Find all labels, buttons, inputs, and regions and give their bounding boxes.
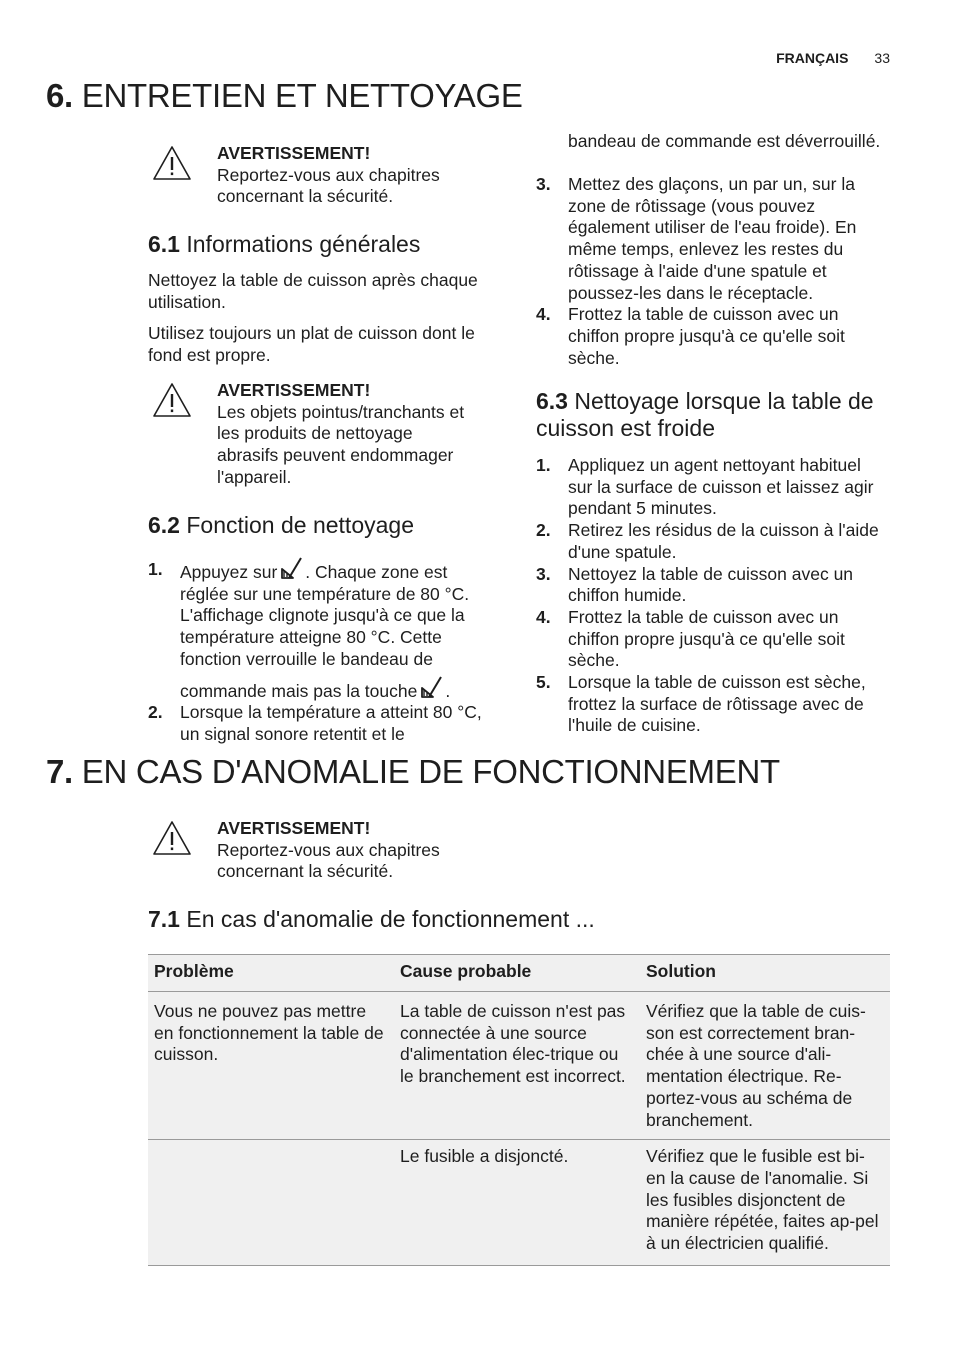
troubleshooting-table bbox=[148, 954, 890, 1266]
list-number: 4. bbox=[536, 304, 551, 325]
list-item bbox=[148, 556, 498, 702]
list-number: 3. bbox=[536, 174, 551, 194]
table-cell: La table de cuisson n'est pas connectée à une source d'alimentation élec-trique ou le branchement est incorrect. bbox=[394, 992, 640, 1140]
paragraph-clean-after-use: Nettoyez la table de cuisson après chaque utilisation. bbox=[148, 270, 478, 312]
section-7-number: 7. bbox=[46, 753, 73, 790]
table-cell bbox=[148, 1140, 394, 1266]
list-item bbox=[148, 702, 498, 745]
table-cell: Vous ne pouvez pas mettre en fonctionnement la table de cuisson. bbox=[148, 992, 394, 1140]
warning-title: AVERTISSEMENT! bbox=[217, 818, 371, 838]
warning-box-2 bbox=[148, 380, 488, 490]
table-row bbox=[148, 1140, 890, 1266]
warning-triangle-icon bbox=[152, 382, 192, 418]
subsection-6-3-title bbox=[536, 388, 888, 442]
step-text: commande mais pas la touche bbox=[180, 680, 418, 701]
scraper-symbol-icon bbox=[419, 675, 443, 701]
table-header-row bbox=[148, 955, 890, 992]
column-header-problem: Problème bbox=[148, 955, 394, 992]
step-text: . bbox=[445, 680, 451, 701]
page-header bbox=[776, 50, 890, 66]
section-6-title bbox=[46, 77, 523, 115]
warning-text-1 bbox=[217, 143, 507, 208]
list-number: 3. bbox=[536, 563, 551, 584]
list-item bbox=[536, 607, 890, 672]
paragraph-clean-pan: Utilisez toujours un plat de cuisson dont le fond est propre. bbox=[148, 323, 475, 365]
subsection-7-1-title-text: En cas d'anomalie de fonctionnement ... bbox=[186, 906, 595, 932]
subsection-7-1-number: 7.1 bbox=[148, 906, 180, 932]
subsection-6-2-title bbox=[148, 512, 508, 539]
cleaning-function-steps bbox=[148, 556, 498, 746]
section-6-title-text: ENTRETIEN ET NETTOYAGE bbox=[81, 77, 523, 114]
list-number: 2. bbox=[536, 520, 551, 541]
step-text: Appuyez sur bbox=[180, 562, 278, 582]
table-cell: Vérifiez que le fusible est bi-en la cause de l'anomalie. Si les fusibles disjonctent de manière répétée, faites ap-pel à un électricien qualifié. bbox=[640, 1140, 890, 1266]
section-6-number: 6. bbox=[46, 77, 73, 114]
list-item bbox=[536, 174, 888, 304]
scraper-symbol-icon bbox=[279, 556, 303, 582]
subsection-6-1-number: 6.1 bbox=[148, 231, 180, 257]
step-text: Frottez la table de cuisson avec un chiffon propre jusqu'à ce qu'elle soit sèche. bbox=[568, 304, 845, 368]
warning-body: Les objets pointus/tranchants et les produits de nettoyage abrasifs peuvent endommager l'appareil. bbox=[217, 401, 465, 487]
subsection-6-3-title-text: Nettoyage lorsque la table de cuisson est froide bbox=[536, 388, 874, 441]
step-text: Lorsque la température a atteint 80 °C, un signal sonore retentit et le bbox=[180, 702, 482, 744]
table-row bbox=[148, 992, 890, 1140]
subsection-6-1-title bbox=[148, 231, 508, 258]
table-cell: Vérifiez que la table de cuis-son est correctement bran-chée à une source d'ali-mentation électrique. Re-portez-vous au schéma de branchement. bbox=[640, 992, 890, 1140]
subsection-6-3-number: 6.3 bbox=[536, 388, 568, 414]
warning-triangle-icon bbox=[152, 145, 192, 181]
section-7-title bbox=[46, 753, 780, 791]
list-item bbox=[536, 672, 890, 737]
page-number: 33 bbox=[874, 50, 890, 66]
warning-title: AVERTISSEMENT! bbox=[217, 143, 371, 163]
language-label: FRANÇAIS bbox=[776, 50, 849, 66]
list-item bbox=[536, 564, 890, 607]
step-text: Nettoyez la table de cuisson avec un chiffon humide. bbox=[568, 563, 854, 606]
cleaning-function-steps-continued bbox=[536, 174, 888, 369]
column-header-solution: Solution bbox=[640, 955, 890, 992]
list-item bbox=[536, 520, 890, 563]
warning-body: Reportez-vous aux chapitres concernant la sécurité. bbox=[217, 839, 440, 882]
warning-text-2 bbox=[217, 380, 472, 489]
step-text: . Chaque zone est réglée sur une température de 80 °C. L'affichage clignote jusqu'à ce que la température atteigne 80 °C. Cette fonction verrouille le bandeau de bbox=[180, 562, 470, 669]
table-cell: Le fusible a disjoncté. bbox=[394, 1140, 640, 1266]
subsection-6-2-number: 6.2 bbox=[148, 512, 180, 538]
subsection-7-1-title bbox=[148, 906, 848, 933]
step-text: Appliquez un agent nettoyant habituel sur la surface de cuisson et laissez agir pendant 5 minutes. bbox=[568, 455, 874, 519]
step-text: Retirez les résidus de la cuisson à l'aide d'une spatule. bbox=[568, 520, 879, 562]
warning-box-1 bbox=[148, 143, 488, 209]
warning-text-3 bbox=[217, 818, 507, 883]
step-2-continuation: bandeau de commande est déverrouillé. bbox=[568, 131, 881, 151]
step-text: Lorsque la table de cuisson est sèche, frottez la surface de rôtissage avec de l'huile de cuisine. bbox=[568, 672, 866, 736]
section-7-title-text: EN CAS D'ANOMALIE DE FONCTIONNEMENT bbox=[81, 753, 780, 790]
list-number: 5. bbox=[536, 672, 551, 693]
list-number: 1. bbox=[536, 455, 551, 475]
warning-body: Reportez-vous aux chapitres concernant la sécurité. bbox=[217, 164, 440, 207]
list-number: 4. bbox=[536, 606, 551, 627]
subsection-6-1-title-text: Informations générales bbox=[186, 231, 421, 257]
warning-box-3 bbox=[148, 818, 488, 884]
cold-cleaning-steps bbox=[536, 455, 890, 737]
column-header-cause: Cause probable bbox=[394, 955, 640, 992]
subsection-6-2-title-text: Fonction de nettoyage bbox=[186, 512, 414, 538]
list-item bbox=[536, 304, 888, 369]
warning-title: AVERTISSEMENT! bbox=[217, 380, 371, 400]
step-text: Mettez des glaçons, un par un, sur la zone de rôtissage (vous pouvez également utiliser de l'eau froide). En même temps, enlevez les restes du rôtissage à l'aide d'une spatule et poussez-les dans le réceptacle. bbox=[568, 174, 857, 303]
warning-triangle-icon bbox=[152, 820, 192, 856]
list-number: 1. bbox=[148, 559, 163, 579]
step-text: Frottez la table de cuisson avec un chiffon propre jusqu'à ce qu'elle soit sèche. bbox=[568, 606, 845, 671]
list-item bbox=[536, 455, 890, 520]
list-number: 2. bbox=[148, 702, 163, 723]
